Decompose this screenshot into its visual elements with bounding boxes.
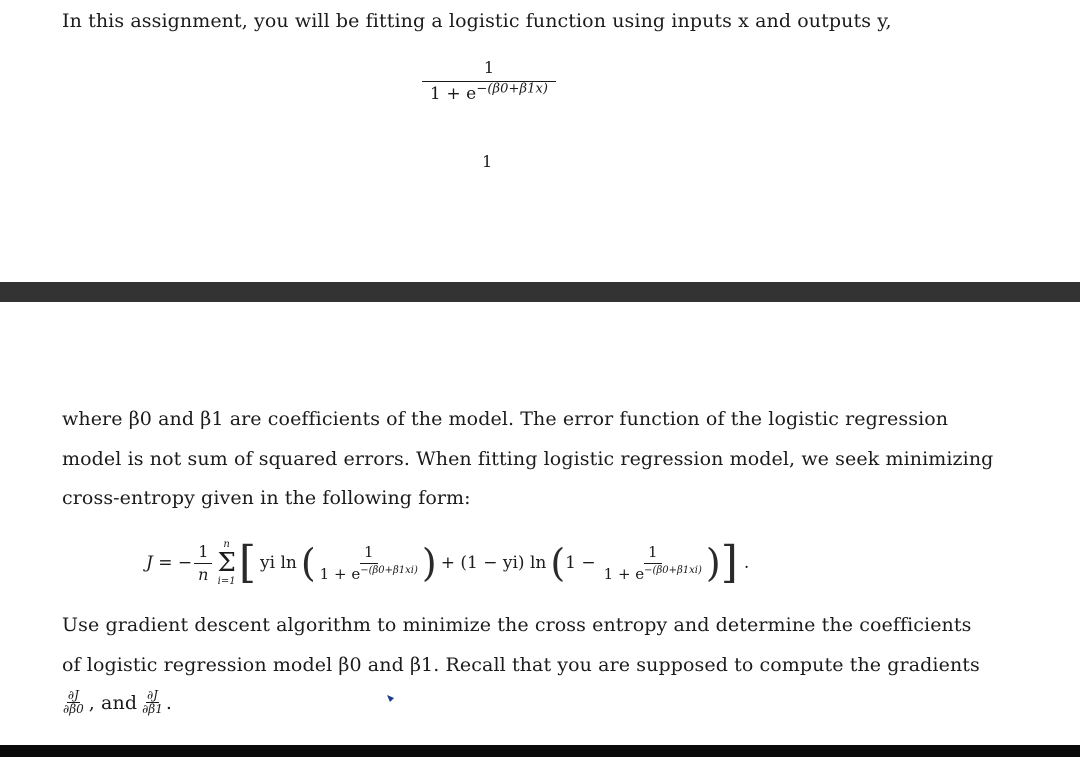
logistic-denominator — [422, 81, 556, 104]
logistic-numerator: 1 — [483, 58, 495, 77]
conclusion-line-2: of logistic regression model β0 and β1. Recall that you are supposed to compute the gradients — [62, 654, 980, 676]
first-fraction-exponent: −(β0+β1xi) — [360, 564, 418, 576]
gradient-beta1-denominator: ∂β1 — [142, 702, 163, 717]
one-over-n — [194, 543, 212, 583]
first-fraction-numerator: 1 — [360, 544, 378, 564]
gradient-expressions — [62, 689, 172, 716]
first-fraction-denominator — [316, 564, 422, 583]
second-fraction — [600, 544, 706, 582]
and-text: , and — [88, 691, 138, 714]
sum-lower-limit: i=1 — [217, 576, 236, 587]
logistic-exponent: −(β0+β1x) — [476, 81, 549, 97]
first-fraction — [316, 544, 422, 582]
cross-entropy-equation — [146, 528, 749, 598]
one-over-n-numerator: 1 — [194, 543, 212, 564]
gradient-beta0 — [62, 689, 85, 716]
body-line-3: cross-entropy given in the following form: — [62, 487, 471, 509]
divider-bar — [0, 282, 1080, 302]
sum-symbol: Σ — [217, 548, 236, 578]
gradient-beta0-numerator: ∂J — [67, 688, 79, 702]
conclusion-line-1: Use gradient descent algorithm to minimize the cross entropy and determine the coefficients — [62, 614, 972, 636]
equation-lhs: J = − — [146, 553, 193, 573]
one-minus: 1 − — [565, 553, 596, 573]
yi-ln: yi ln — [260, 553, 297, 573]
body-line-1: where β0 and β1 are coefficients of the model. The error function of the logistic regression — [62, 408, 949, 430]
equation-middle: + (1 − yi) ln — [440, 553, 547, 573]
logistic-denominator-base: 1 + e — [429, 84, 477, 104]
second-fraction-base: 1 + e — [603, 564, 645, 583]
partial-formula-numerator: 1 — [482, 152, 493, 171]
sum-upper-limit: n — [223, 539, 230, 550]
summation — [217, 539, 235, 587]
right-bracket-icon: ] — [720, 537, 738, 588]
intro-text: In this assignment, you will be fitting a logistic function using inputs x and outputs y, — [62, 10, 892, 32]
logistic-formula — [422, 58, 556, 104]
body-line-2: model is not sum of squared errors. When fitting logistic regression model, we seek minimizing — [62, 448, 994, 470]
gradient-beta1-numerator: ∂J — [146, 688, 158, 702]
gradient-beta0-denominator: ∂β0 — [63, 702, 84, 717]
right-paren-icon: ) — [421, 541, 437, 585]
left-paren-icon: ( — [300, 541, 316, 585]
first-fraction-base: 1 + e — [319, 564, 361, 583]
left-bracket-icon: [ — [238, 537, 256, 588]
gradient-beta1 — [141, 689, 164, 716]
second-fraction-denominator — [600, 564, 706, 583]
second-fraction-exponent: −(β0+β1xi) — [644, 564, 702, 576]
right-paren-2-icon: ) — [705, 541, 721, 585]
equation-period: . — [743, 553, 750, 573]
left-paren-2-icon: ( — [550, 541, 566, 585]
cursor-icon — [386, 694, 396, 704]
gradient-end: . — [165, 691, 173, 714]
one-over-n-denominator: n — [198, 564, 209, 584]
second-fraction-numerator: 1 — [644, 544, 662, 564]
bottom-bar — [0, 745, 1080, 757]
